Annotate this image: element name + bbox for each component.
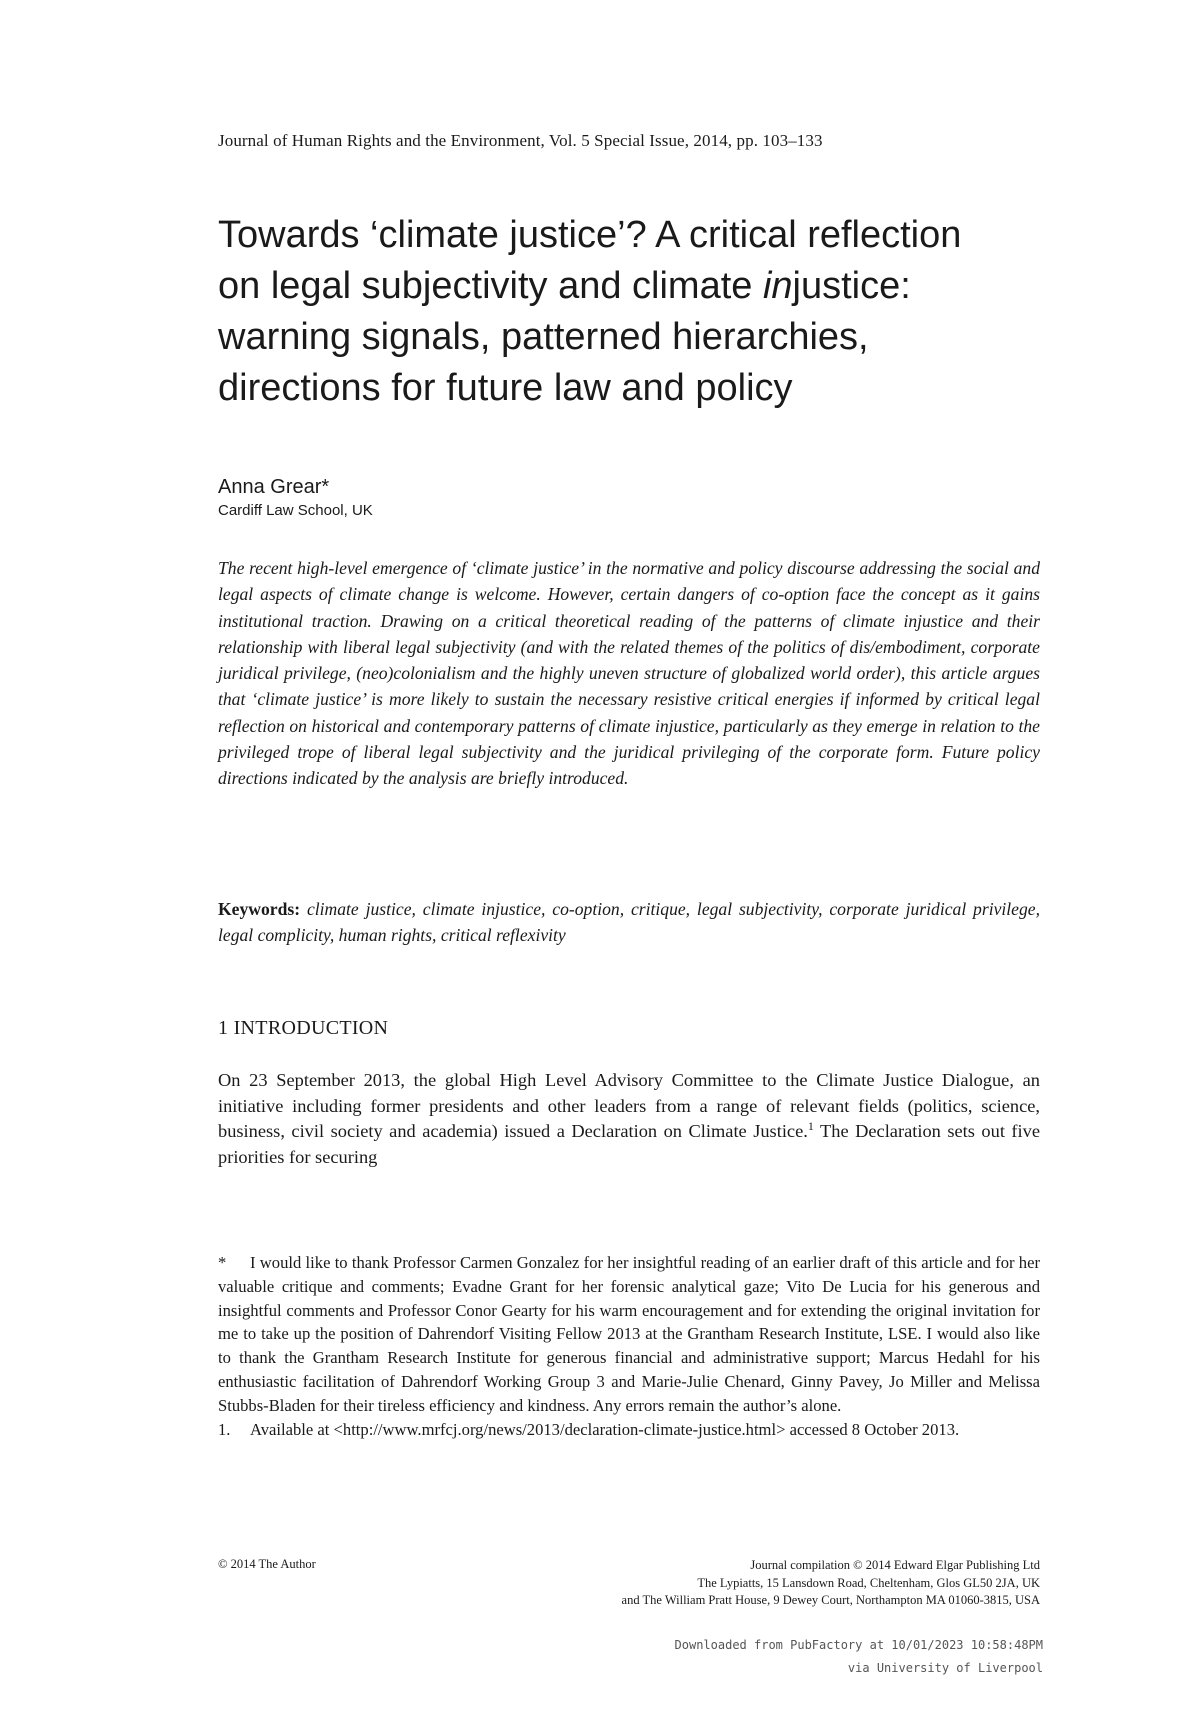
footnote-1-marker: 1. — [218, 1419, 231, 1439]
title-line-2-italic: in — [762, 265, 793, 307]
footnote-1 — [218, 1418, 1040, 1442]
footnote-star-text: I would like to thank Professor Carmen Gonzalez for her insightful reading of an earlier draft of this article and for her valuable critique and comments; Evadne Grant for her forensic analytical gaze; Vito De Lucia for his generous and insightful comments and Professor Conor Gearty for his warm encouragement and for extending the original invitation for me to take up the position of Dahrendorf Visiting Fellow 2013 at the Grantham Research Institute, LSE. I would also like to thank the Grantham Research Institute for generous financial and administrative support; Marcus Hedahl for his enthusiastic facilitation of Dahrendorf Working Group 3 and Marie-Julie Chenard, Ginny Pavey, Jo Miller and Melissa Stubbs-Bladen for their tireless efficiency and kindness. Any errors remain the author’s alone. — [218, 1253, 1040, 1415]
body-paragraph — [218, 1068, 1040, 1171]
download-stamp-line-2: via University of Liverpool — [847, 1661, 1043, 1675]
body-text-after: The Declaration sets out five priorities for securing — [218, 1121, 1041, 1168]
title-line-2 — [218, 261, 1048, 312]
body-text: On 23 September 2013, the global High Level Advisory Committee to the Climate Justice Dialogue, an initiative including former presidents and other leaders from a range of relevant fields (politics, science, business, civil society and academia) issued a Declaration on Climate Justice. — [218, 1070, 1040, 1142]
footnote-star-marker: * — [218, 1253, 227, 1272]
keywords-label: Keywords: — [218, 899, 301, 919]
abstract: The recent high-level emergence of ‘climate justice’ in the normative and policy discourse addressing the social and legal aspects of climate change is welcome. However, certain dangers of co-option face the concept as it gains institutional traction. Drawing on a critical theoretical reading of the patterns of climate injustice and their relationship with liberal legal subjectivity (and with the related themes of the politics of dis/embodiment, corporate juridical privilege, (neo)colonialism and the highly uneven structure of globalized world order), this article argues that ‘climate justice’ is more likely to sustain the necessary resistive critical energies if informed by critical legal reflection on historical and contemporary patterns of climate injustice, particularly as they emerge in relation to the privileged trope of liberal legal subjectivity and the juridical privileging of the corporate form. Future policy directions indicated by the analysis are briefly introduced. — [218, 558, 1040, 789]
title-line-2-pre: on legal subjectivity and climate — [218, 265, 763, 307]
title-line-2-post: justice: — [792, 265, 911, 307]
title-line-4: directions for future law and policy — [218, 367, 793, 409]
publisher-line-2: The Lypiatts, 15 Lansdown Road, Cheltenham, Glos GL50 2JA, UK — [697, 1575, 1040, 1590]
author-affiliation: Cardiff Law School, UK — [218, 502, 373, 519]
journal-header: Journal of Human Rights and the Environment, Vol. 5 Special Issue, 2014, pp. 103–133 — [218, 131, 823, 150]
publisher-line-1: Journal compilation © 2014 Edward Elgar Publishing Ltd — [750, 1558, 1040, 1572]
article-title — [218, 210, 1048, 414]
keywords-text: climate justice, climate injustice, co-option, critique, legal subjectivity, corporate juridical privilege, legal complicity, human rights, critical reflexivity — [218, 899, 1040, 945]
publisher-block — [622, 1557, 1040, 1610]
footnote-reference[interactable]: 1 — [807, 1119, 814, 1134]
footnote-1-text: Available at <http://www.mrfcj.org/news/2013/declaration-climate-justice.html> accessed 8 October 2013. — [250, 1419, 960, 1439]
author-name: Anna Grear* — [218, 476, 330, 498]
keywords — [218, 896, 1040, 948]
download-stamp — [675, 1634, 1043, 1680]
title-line-3: warning signals, patterned hierarchies, — [218, 316, 869, 358]
section-heading: 1 INTRODUCTION — [218, 1017, 389, 1039]
title-line-1: Towards ‘climate justice’? A critical reflection — [218, 214, 962, 256]
publisher-line-3: and The William Pratt House, 9 Dewey Court, Northampton MA 01060-3815, USA — [621, 1593, 1040, 1607]
copyright-author: © 2014 The Author — [218, 1557, 316, 1571]
footnotes — [218, 1251, 1040, 1441]
download-stamp-line-1: Downloaded from PubFactory at 10/01/2023 10:58:48PM — [674, 1638, 1043, 1652]
footnote-star — [218, 1251, 1040, 1418]
